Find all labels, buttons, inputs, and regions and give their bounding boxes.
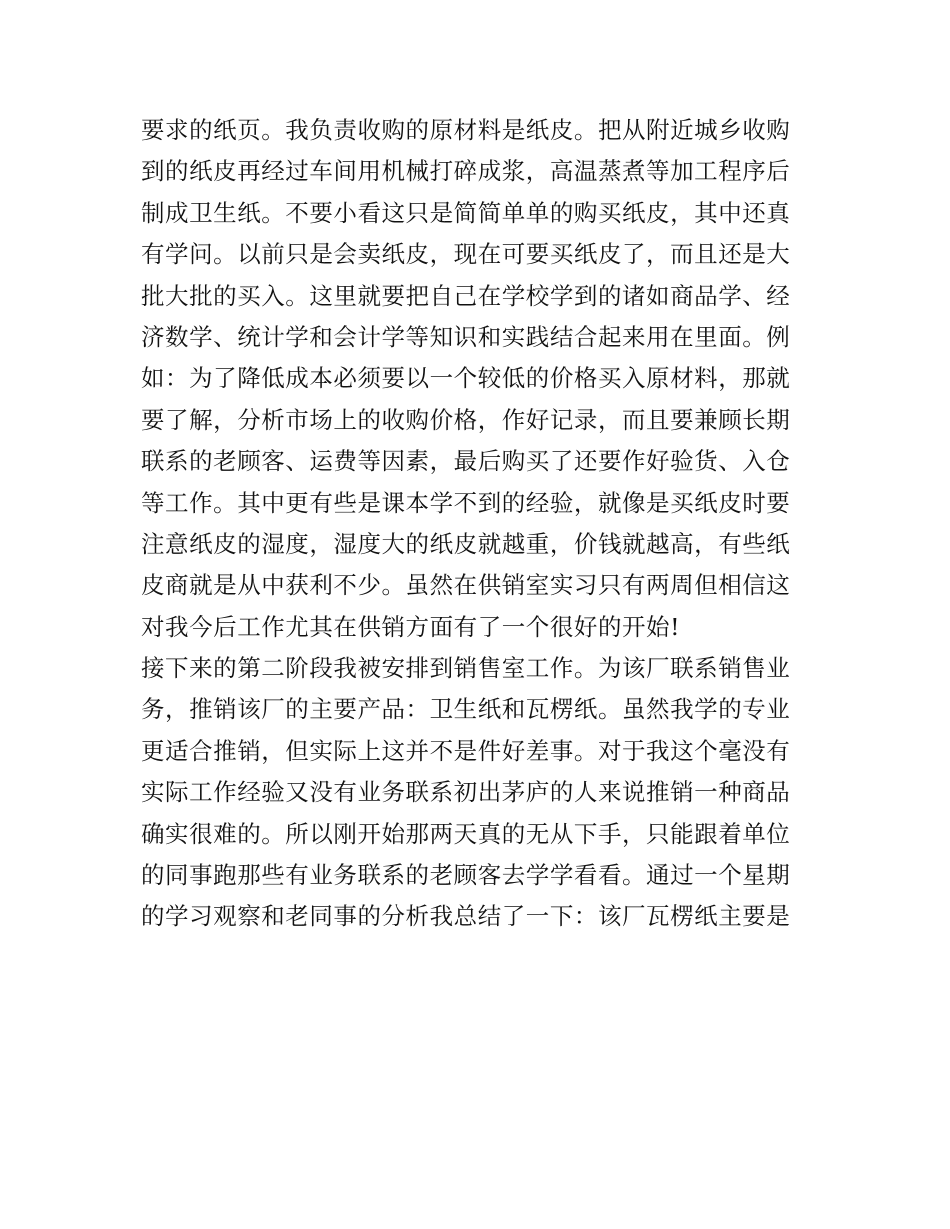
text-line: 有学问。以前只是会卖纸皮，现在可要买纸皮了，而且还是大 bbox=[141, 240, 791, 269]
paragraph-procurement bbox=[141, 110, 821, 648]
text-line: 到的纸皮再经过车间用机械打碎成浆，高温蒸煮等加工程序后 bbox=[141, 157, 791, 186]
text-line: 实际工作经验又没有业务联系初出茅庐的人来说推销一种商品 bbox=[141, 778, 791, 807]
text-line: 注意纸皮的湿度，湿度大的纸皮就越重，价钱就越高，有些纸 bbox=[141, 529, 791, 558]
text-line: 要求的纸页。我负责收购的原材料是纸皮。把从附近城乡收购 bbox=[141, 116, 791, 144]
text-line: 联系的老顾客、运费等因素，最后购买了还要作好验货、入仓 bbox=[141, 447, 791, 476]
text-line: 皮商就是从中获利不少。虽然在供销室实习只有两周但相信这 bbox=[141, 571, 791, 600]
text-line: 济数学、统计学和会计学等知识和实践结合起来用在里面。例 bbox=[141, 322, 791, 351]
text-line: 要了解，分析市场上的收购价格，作好记录，而且要兼顾长期 bbox=[141, 405, 791, 434]
paragraph-sales bbox=[141, 648, 821, 938]
text-line: 确实很难的。所以刚开始那两天真的无从下手，只能跟着单位 bbox=[141, 819, 791, 848]
text-line: 批大批的买入。这里就要把自己在学校学到的诸如商品学、经 bbox=[141, 281, 791, 310]
body-text bbox=[141, 110, 821, 938]
text-line: 等工作。其中更有些是课本学不到的经验，就像是买纸皮时要 bbox=[141, 488, 791, 517]
text-line: 的同事跑那些有业务联系的老顾客去学学看看。通过一个星期 bbox=[141, 861, 791, 890]
text-line: 务，推销该厂的主要产品：卫生纸和瓦楞纸。虽然我学的专业 bbox=[141, 695, 791, 724]
text-line: 的学习观察和老同事的分析我总结了一下：该厂瓦楞纸主要是 bbox=[141, 902, 791, 931]
text-line: 接下来的第二阶段我被安排到销售室工作。为该厂联系销售业 bbox=[141, 654, 791, 683]
text-line: 如：为了降低成本必须要以一个较低的价格买入原材料，那就 bbox=[141, 364, 791, 393]
text-line: 更适合推销，但实际上这并不是件好差事。对于我这个毫没有 bbox=[141, 736, 791, 765]
text-line: 对我今后工作尤其在供销方面有了一个很好的开始! bbox=[141, 612, 681, 641]
text-line: 制成卫生纸。不要小看这只是简简单单的购买纸皮，其中还真 bbox=[141, 198, 791, 227]
